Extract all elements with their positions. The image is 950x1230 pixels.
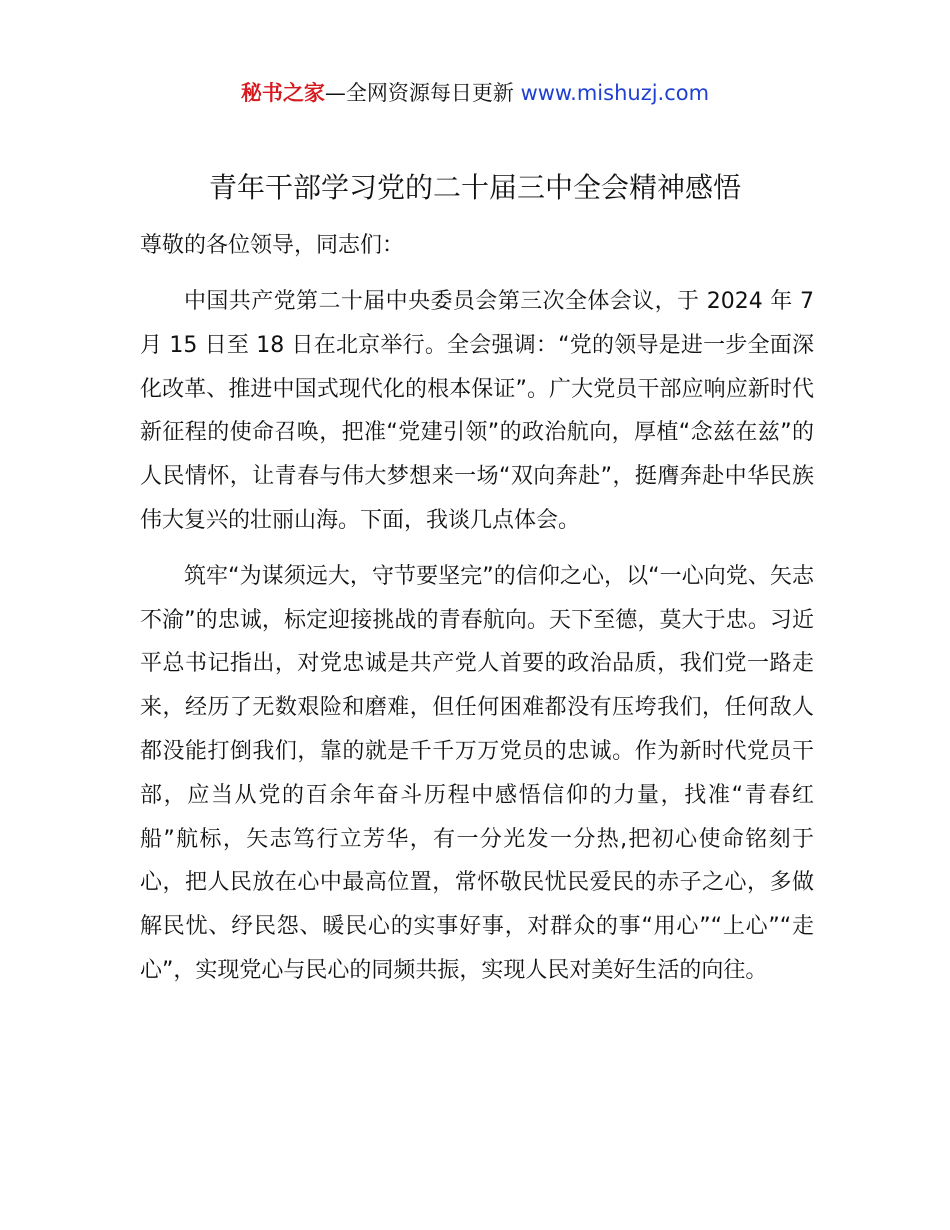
site-slogan: —全网资源每日更新 bbox=[324, 81, 521, 105]
paragraph-loyalty: 筑牢“为谋须远大，守节要坚完”的信仰之心，以“一心向党、矢志不渝”的忠诚，标定迎接挑战的青春航向。天下至德，莫大于忠。习近平总书记指出，对党忠诚是共产党人首要的政治品质，我们党一路走来，经历了无数艰险和磨难，但任何困难都没有压垮我们，任何敌人都没能打倒我们，靠的就是千千万万党员的忠诚。作为新时代党员干部，应当从党的百余年奋斗历程中感悟信仰的力量，找准“青春红船”航标，矢志笃行立芳华，有一分光发一分热,把初心使命铭刻于心，把人民放在心中最高位置，常怀敬民忧民爱民的赤子之心，多做解民忧、纾民怨、暖民心的实事好事，对群众的事“用心”“上心”“走心”，实现党心与民心的同频共振，实现人民对美好生活的向往。 bbox=[140, 563, 814, 983]
site-banner bbox=[0, 78, 950, 108]
document-title: 青年干部学习党的二十届三中全会精神感悟 bbox=[208, 171, 741, 204]
site-brand-name: 秘书之家 bbox=[240, 81, 325, 105]
paragraph-intro: 中国共产党第二十届中央委员会第三次全体会议，于 2024 年 7 月 15 日至 18 日在北京举行。全会强调：“党的领导是进一步全面深化改革、推进中国式现代化的根本保证”。广大党员干部应响应新时代新征程的使命召唤，把准“党建引领”的政治航向，厚植“念兹在兹”的人民情怀，让青春与伟大梦想来一场“双向奔赴”，挺膺奔赴中华民族伟大复兴的壮丽山海。下面，我谈几点体会。 bbox=[140, 289, 814, 533]
document-body bbox=[140, 224, 814, 1005]
salutation: 尊敬的各位领导，同志们： bbox=[140, 233, 405, 258]
site-url-link[interactable]: www.mishuzj.com bbox=[520, 81, 710, 105]
